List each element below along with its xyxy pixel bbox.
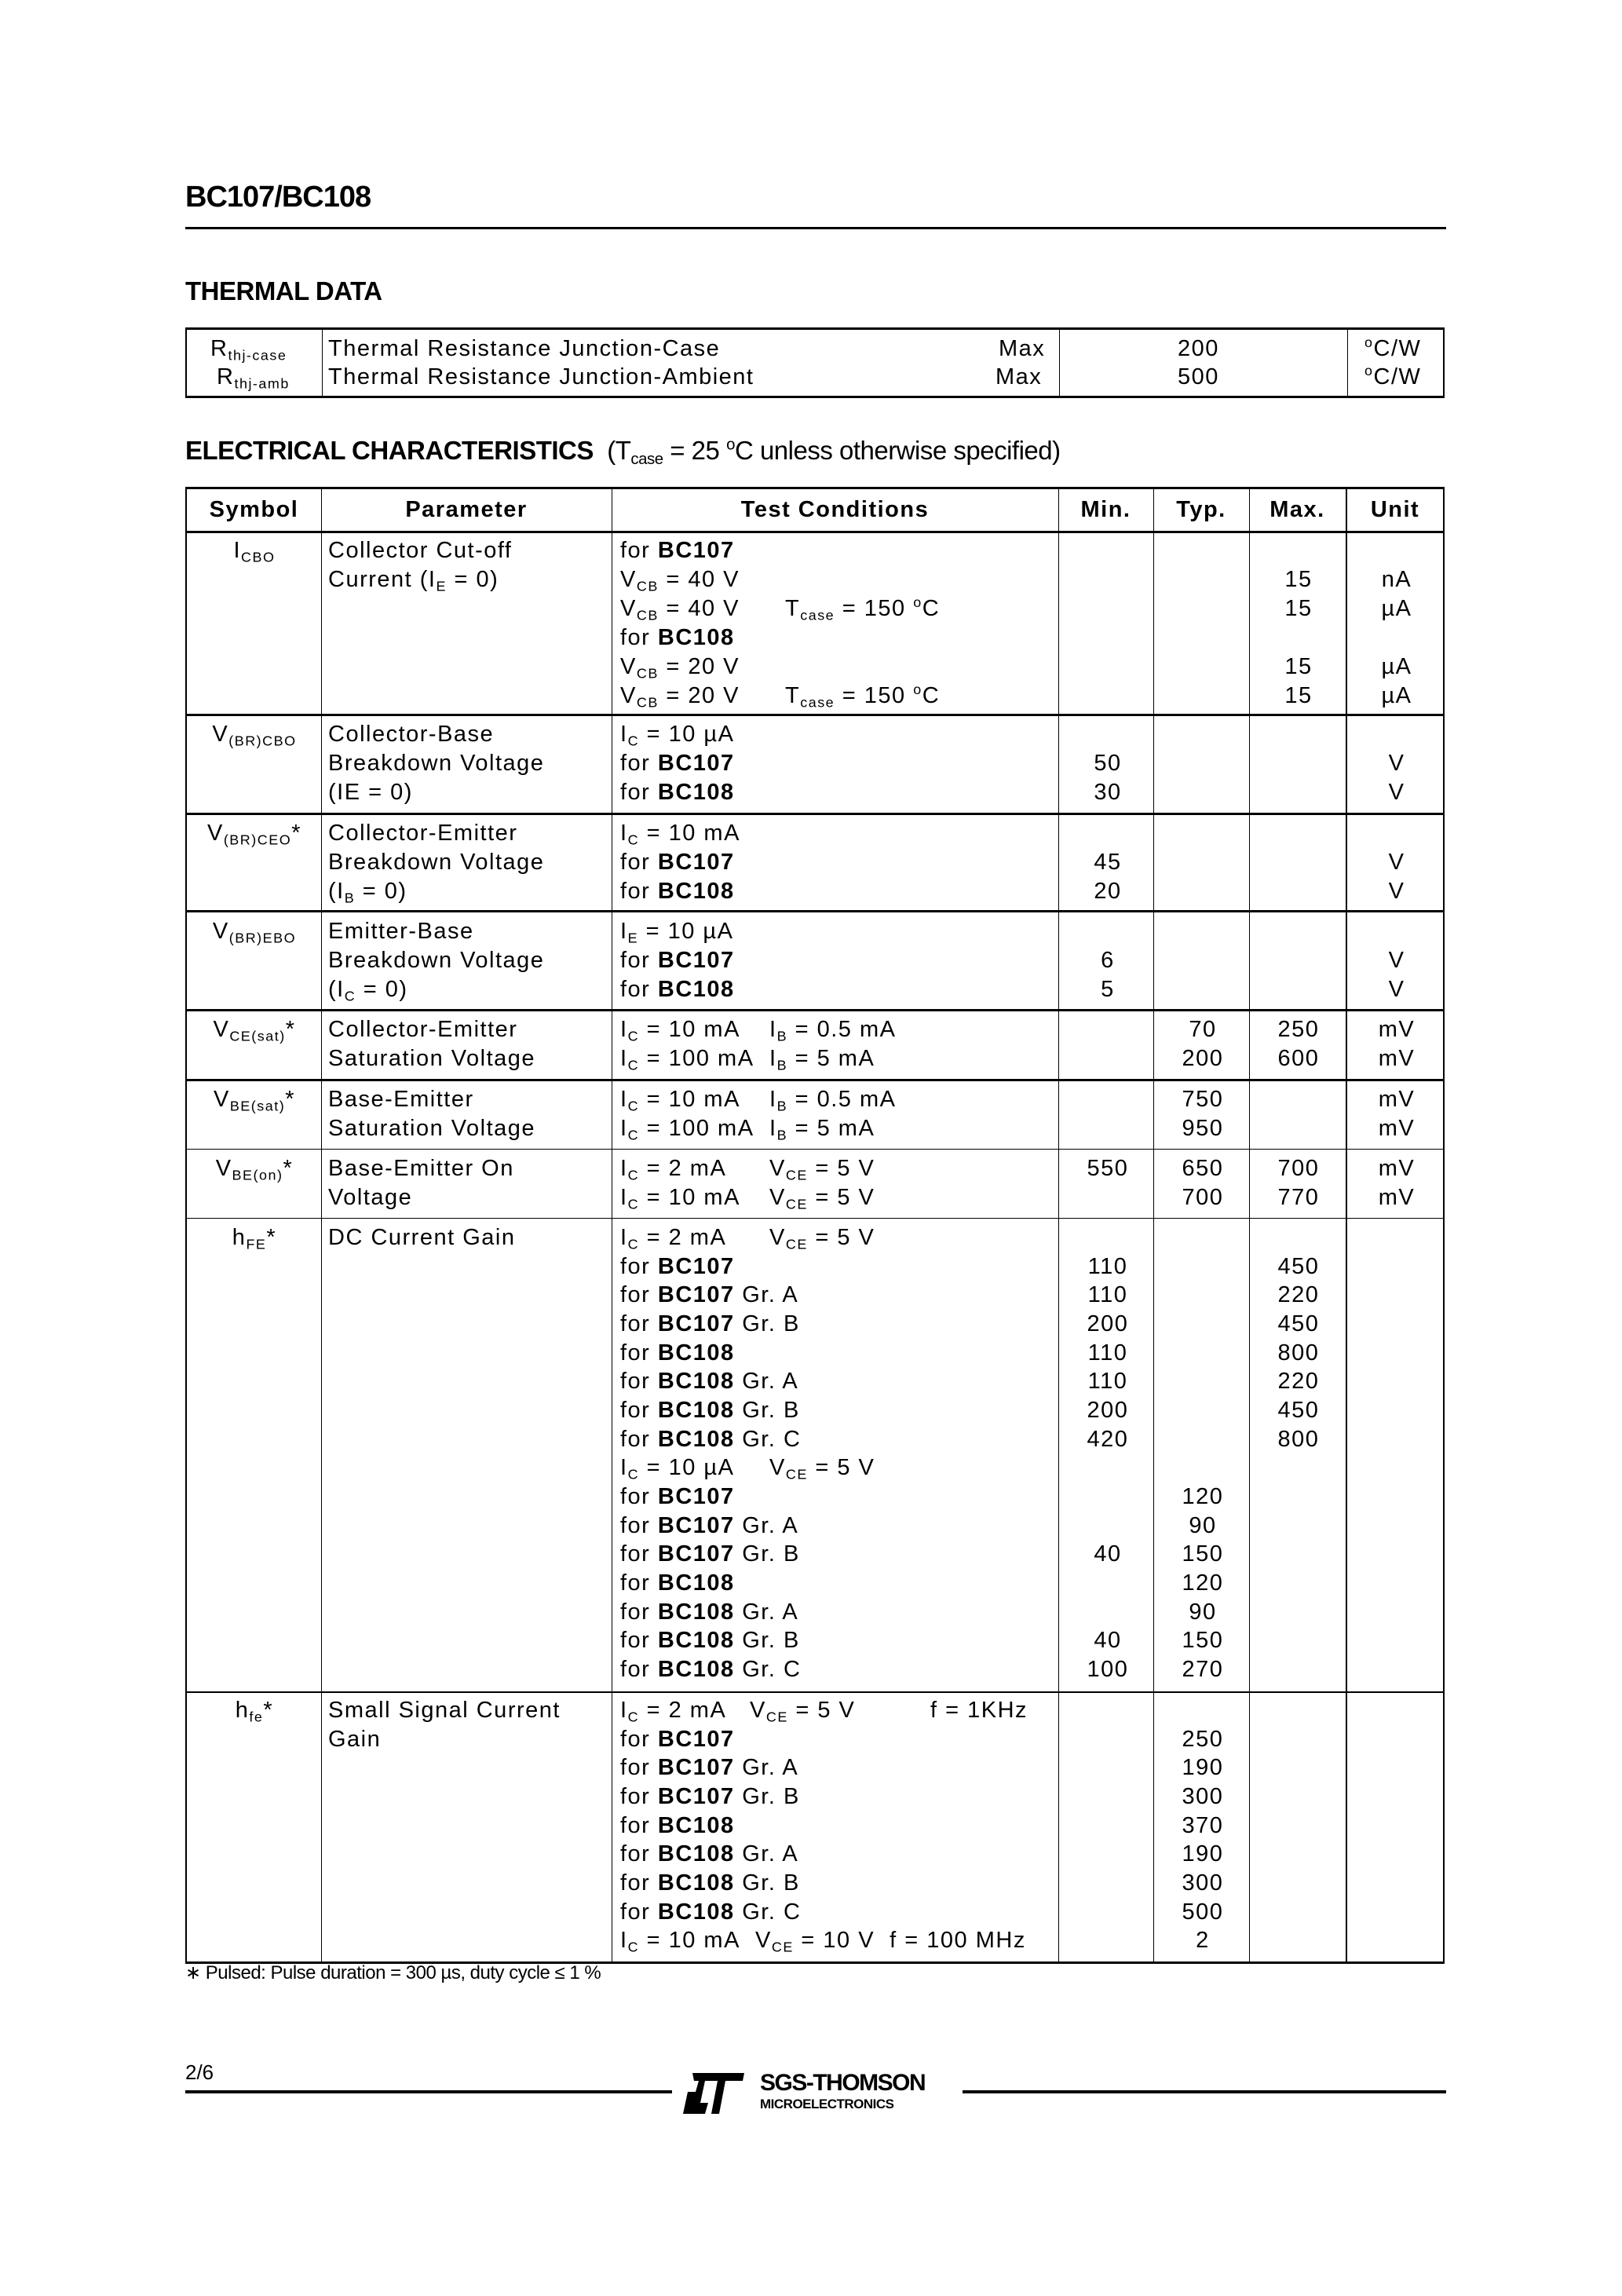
max-value: 450 (1277, 1254, 1320, 1279)
test-condition: $I_C = 10$ mA $I_B = 0.5$ mA (620, 1087, 897, 1114)
symbol-vcesat: $V_{CE(sat)}*$ (213, 1017, 296, 1044)
thermal-symbol: $R_{thj-case}$ (210, 336, 287, 364)
unit: V (1388, 879, 1405, 904)
max-value: 15 (1284, 596, 1313, 621)
page-number: 2/6 (185, 2060, 214, 2084)
electrical-characteristics-heading: ELECTRICAL CHARACTERISTICS ($T_{case} = 25$ $^o$C unless otherwise specified) (185, 435, 1061, 469)
parameter-hfe-small-signal: Gain (328, 1727, 382, 1752)
parameter-vbeon: Voltage (328, 1185, 413, 1210)
parameter-hfe-small-signal: Small Signal Current (328, 1698, 561, 1723)
symbol-vbeon: $V_{BE(on)}*$ (215, 1156, 294, 1183)
max-value: 250 (1277, 1017, 1320, 1042)
test-condition: $I_C = 2$ mA $V_{CE} = 5$ V (620, 1156, 875, 1183)
unit: V (1388, 751, 1405, 776)
test-condition: for BC108 Gr. C (620, 1657, 802, 1682)
max-value: 770 (1277, 1185, 1320, 1210)
min-value: 420 (1087, 1427, 1129, 1452)
max-value: 15 (1284, 683, 1313, 708)
test-condition: $I_E = 10$ µA (620, 919, 734, 946)
typ-value: 750 (1182, 1087, 1224, 1112)
test-condition: for BC108 (620, 1340, 735, 1366)
test-condition: for BC108 Gr. A (620, 1841, 799, 1866)
min-value: 40 (1094, 1628, 1122, 1653)
thermal-unit: $^o$C/W (1364, 363, 1422, 389)
test-condition: for BC107 (620, 1727, 735, 1752)
footer-rule-right (963, 2090, 1446, 2093)
min-value: 30 (1094, 780, 1122, 805)
test-condition: for BC107 Gr. B (620, 1784, 800, 1809)
typ-value: 90 (1189, 1513, 1217, 1538)
col-typ: Typ. (1176, 497, 1226, 522)
min-value: 5 (1101, 977, 1115, 1002)
electrical-conditions-note: ($T_{case} = 25$ $^o$C unless otherwise specified) (607, 435, 1061, 469)
unit: mV (1378, 1156, 1416, 1181)
max-value: 600 (1277, 1046, 1320, 1071)
test-condition: for BC108 (620, 625, 735, 650)
test-condition: for BC107 (620, 1254, 735, 1279)
test-condition: $I_C = 100$ mA $I_B = 5$ mA (620, 1046, 875, 1073)
col-parameter: Parameter (405, 497, 528, 522)
test-condition: $I_C = 2$ mA $V_{CE} = 5$ V (620, 1225, 875, 1252)
unit: mV (1378, 1185, 1416, 1210)
min-value: 200 (1087, 1311, 1129, 1336)
test-condition: $I_C = 10$ mA $V_{CE} = 5$ V (620, 1185, 875, 1212)
test-condition: for BC107 Gr. A (620, 1513, 799, 1538)
thermal-qualifier: Max (995, 364, 1043, 389)
test-condition: for BC108 Gr. B (620, 1870, 800, 1896)
parameter-vcesat: Saturation Voltage (328, 1046, 536, 1071)
unit: V (1388, 780, 1405, 805)
parameter-vbrcbo: (IE = 0) (328, 780, 413, 805)
test-condition: $V_{CB} = 20$ V (620, 654, 740, 682)
test-condition: $I_C = 2$ mA $V_{CE} = 5$ V f = 1KHz (620, 1698, 1028, 1725)
typ-value: 950 (1182, 1116, 1224, 1141)
parameter-vbrceo: $(I_B = 0)$ (328, 879, 407, 906)
test-condition: for BC107 (620, 538, 735, 563)
test-condition: $I_C = 10$ mA $I_B = 0.5$ mA (620, 1017, 897, 1044)
typ-value: 150 (1182, 1541, 1224, 1567)
test-condition: for BC107 Gr. A (620, 1755, 799, 1780)
test-condition: for BC107 (620, 751, 735, 776)
test-condition: for BC107 Gr. A (620, 1282, 799, 1307)
parameter-vbrebo: Emitter-Base (328, 919, 474, 944)
symbol-vbrebo: $V_{(BR)EBO}$ (212, 919, 297, 946)
typ-value: 200 (1182, 1046, 1224, 1071)
test-condition: for BC108 Gr. B (620, 1628, 800, 1653)
parameter-icbo: Current $(I_E = 0)$ (328, 567, 499, 594)
max-value: 450 (1277, 1398, 1320, 1423)
thermal-label: Thermal Resistance Junction-Case (328, 336, 721, 361)
footnote: ∗ Pulsed: Pulse duration = 300 µs, duty cycle ≤ 1 % (185, 1962, 601, 1983)
table-header (187, 489, 1443, 533)
parameter-vbrceo: Breakdown Voltage (328, 850, 545, 875)
max-value: 15 (1284, 567, 1313, 592)
thermal-symbol: $R_{thj-amb}$ (217, 364, 290, 392)
thermal-value: 200 (1178, 336, 1219, 361)
min-value: 40 (1094, 1541, 1122, 1567)
parameter-vbrebo: $(I_C = 0)$ (328, 977, 408, 1004)
typ-value: 700 (1182, 1185, 1224, 1210)
thermal-row (187, 363, 1443, 391)
min-value: 200 (1087, 1398, 1129, 1423)
max-value: 800 (1277, 1340, 1320, 1366)
test-condition: $I_C = 10$ mA (620, 821, 740, 848)
thermal-data-table (185, 327, 1445, 398)
brand-subtitle: MICROELECTRONICS (760, 2097, 894, 2111)
max-value: 220 (1277, 1369, 1320, 1394)
unit: µA (1381, 654, 1412, 679)
test-condition: for BC108 (620, 1813, 735, 1838)
unit: µA (1381, 596, 1412, 621)
parameter-vbrcbo: Collector-Base (328, 722, 495, 747)
test-condition: for BC108 Gr. C (620, 1427, 802, 1452)
test-condition: for BC107 Gr. B (620, 1311, 800, 1336)
test-condition: for BC108 Gr. A (620, 1600, 799, 1625)
test-condition: for BC108 Gr. A (620, 1369, 799, 1394)
unit: mV (1378, 1087, 1416, 1112)
parameter-vcesat: Collector-Emitter (328, 1017, 518, 1042)
parameter-vbrcbo: Breakdown Voltage (328, 751, 545, 776)
min-value: 110 (1087, 1254, 1128, 1279)
thermal-data-heading: THERMAL DATA (185, 276, 382, 305)
parameter-vbrceo: Collector-Emitter (328, 821, 518, 846)
col-min: Min. (1080, 497, 1131, 522)
test-condition: for BC107 (620, 850, 735, 875)
typ-value: 190 (1182, 1755, 1224, 1780)
typ-value: 300 (1182, 1870, 1224, 1896)
min-value: 110 (1087, 1369, 1128, 1394)
parameter-vbrebo: Breakdown Voltage (328, 948, 545, 973)
parameter-vbeon: Base-Emitter On (328, 1156, 514, 1181)
min-value: 45 (1094, 850, 1122, 875)
test-condition: for BC107 (620, 948, 735, 973)
test-condition: $V_{CB} = 40$ V (620, 567, 740, 594)
symbol-vbesat: $V_{BE(sat)}*$ (213, 1087, 296, 1114)
max-value: 700 (1277, 1156, 1320, 1181)
unit: mV (1378, 1017, 1416, 1042)
min-value: 110 (1087, 1282, 1128, 1307)
test-condition: for BC107 (620, 1484, 735, 1509)
thermal-qualifier: Max (999, 336, 1046, 361)
typ-value: 250 (1182, 1727, 1224, 1752)
typ-value: 300 (1182, 1784, 1224, 1809)
typ-value: 270 (1182, 1657, 1224, 1682)
col-unit: Unit (1370, 497, 1420, 522)
max-value: 15 (1284, 654, 1313, 679)
thermal-value: 500 (1178, 364, 1219, 389)
title-rule (185, 227, 1446, 229)
col-test-conditions: Test Conditions (740, 497, 930, 522)
typ-value: 150 (1182, 1628, 1224, 1653)
test-condition: for BC107 Gr. B (620, 1541, 800, 1567)
unit: V (1388, 850, 1405, 875)
test-condition: for BC108 Gr. C (620, 1899, 802, 1925)
typ-value: 370 (1182, 1813, 1224, 1838)
thermal-unit: $^o$C/W (1364, 335, 1422, 361)
typ-value: 120 (1182, 1570, 1224, 1596)
min-value: 110 (1087, 1340, 1128, 1366)
sgs-thomson-logo (681, 2070, 948, 2117)
symbol-icbo: $I_{CBO}$ (233, 538, 276, 565)
max-value: 220 (1277, 1282, 1320, 1307)
typ-value: 70 (1189, 1017, 1217, 1042)
thermal-row (187, 335, 1443, 363)
brand-name: SGS-THOMSON (760, 2070, 926, 2096)
typ-value: 2 (1196, 1928, 1210, 1953)
st-logo-icon (681, 2070, 752, 2117)
test-condition: $I_C = 10$ µA $V_{CE} = 5$ V (620, 1455, 875, 1483)
parameter-vbesat: Base-Emitter (328, 1087, 474, 1112)
unit: V (1388, 977, 1405, 1002)
unit: V (1388, 948, 1405, 973)
max-value: 800 (1277, 1427, 1320, 1452)
unit: nA (1381, 567, 1412, 592)
test-condition: for BC108 (620, 1570, 735, 1596)
unit: µA (1381, 683, 1412, 708)
parameter-hfe: DC Current Gain (328, 1225, 516, 1250)
test-condition: $V_{CB} = 40$ V $T_{case} = 150$ $^o$C (620, 594, 941, 623)
typ-value: 650 (1182, 1156, 1224, 1181)
min-value: 20 (1094, 879, 1122, 904)
test-condition: for BC108 (620, 780, 735, 805)
unit: mV (1378, 1046, 1416, 1071)
footer-rule-left (185, 2090, 672, 2093)
unit: mV (1378, 1116, 1416, 1141)
parameter-vbesat: Saturation Voltage (328, 1116, 536, 1141)
electrical-characteristics-table (185, 487, 1445, 1964)
min-value: 100 (1087, 1657, 1129, 1682)
col-symbol: Symbol (209, 497, 299, 522)
test-condition: for BC108 (620, 879, 735, 904)
test-condition: $I_C = 10$ µA (620, 722, 735, 749)
typ-value: 500 (1182, 1899, 1224, 1925)
max-value: 450 (1277, 1311, 1320, 1336)
symbol-vbrceo: $V_{(BR)CEO}*$ (206, 821, 301, 848)
thermal-label: Thermal Resistance Junction-Ambient (328, 364, 754, 389)
test-condition: for BC108 (620, 977, 735, 1002)
symbol-vbrcbo: $V_{(BR)CBO}$ (212, 722, 297, 749)
test-condition: $I_C = 10$ mA $V_{CE} = 10$ V f = 100 MHz (620, 1928, 1026, 1955)
test-condition: $V_{CB} = 20$ V $T_{case} = 150$ $^o$C (620, 682, 941, 711)
min-value: 50 (1094, 751, 1122, 776)
symbol-hfe: $h_{FE}*$ (232, 1225, 277, 1252)
col-max: Max. (1269, 497, 1325, 522)
typ-value: 190 (1182, 1841, 1224, 1866)
symbol-hfe-small-signal: $h_{fe}*$ (235, 1698, 274, 1725)
typ-value: 120 (1182, 1484, 1224, 1509)
typ-value: 90 (1189, 1600, 1217, 1625)
min-value: 550 (1087, 1156, 1129, 1181)
parameter-icbo: Collector Cut-off (328, 538, 513, 563)
document-title: BC107/BC108 (185, 181, 371, 214)
test-condition: for BC108 Gr. B (620, 1398, 800, 1423)
min-value: 6 (1101, 948, 1115, 973)
test-condition: $I_C = 100$ mA $I_B = 5$ mA (620, 1116, 875, 1143)
